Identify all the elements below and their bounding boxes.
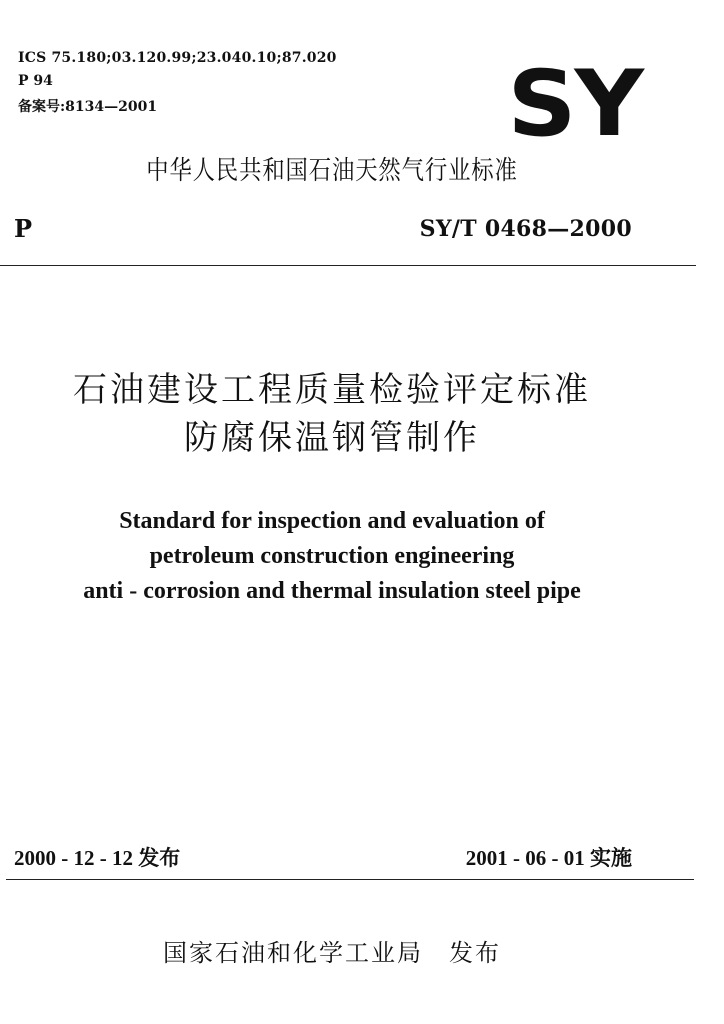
title-en-line-1: Standard for inspection and evaluation of <box>119 508 545 534</box>
record-number: 备案号:8134—2001 <box>18 99 158 115</box>
title-cn-line-2: 防腐保温钢管制作 <box>184 418 480 458</box>
publisher: 国家石油和化学工业局 发布 <box>163 939 501 967</box>
top-divider <box>0 265 696 266</box>
ics-code: ICS 75.180;03.120.99;23.040.10;87.020 <box>18 50 337 66</box>
title-cn-line-1: 石油建设工程质量检验评定标准 <box>73 370 591 410</box>
issue-date: 2000 - 12 - 12 发布 <box>14 846 181 870</box>
implementation-date: 2001 - 06 - 01 实施 <box>465 846 632 870</box>
title-en-line-2: petroleum construction engineering <box>149 543 515 569</box>
p-code: P 94 <box>18 73 53 89</box>
standard-number: SY/T 0468—2000 <box>419 216 632 242</box>
classification-code: P <box>14 214 33 243</box>
sy-logo: SY <box>507 50 642 157</box>
industry-standard-title: 中华人民共和国石油天然气行业标准 <box>146 156 518 186</box>
bottom-divider <box>6 879 694 880</box>
title-en-line-3: anti - corrosion and thermal insulation steel pipe <box>83 578 581 604</box>
